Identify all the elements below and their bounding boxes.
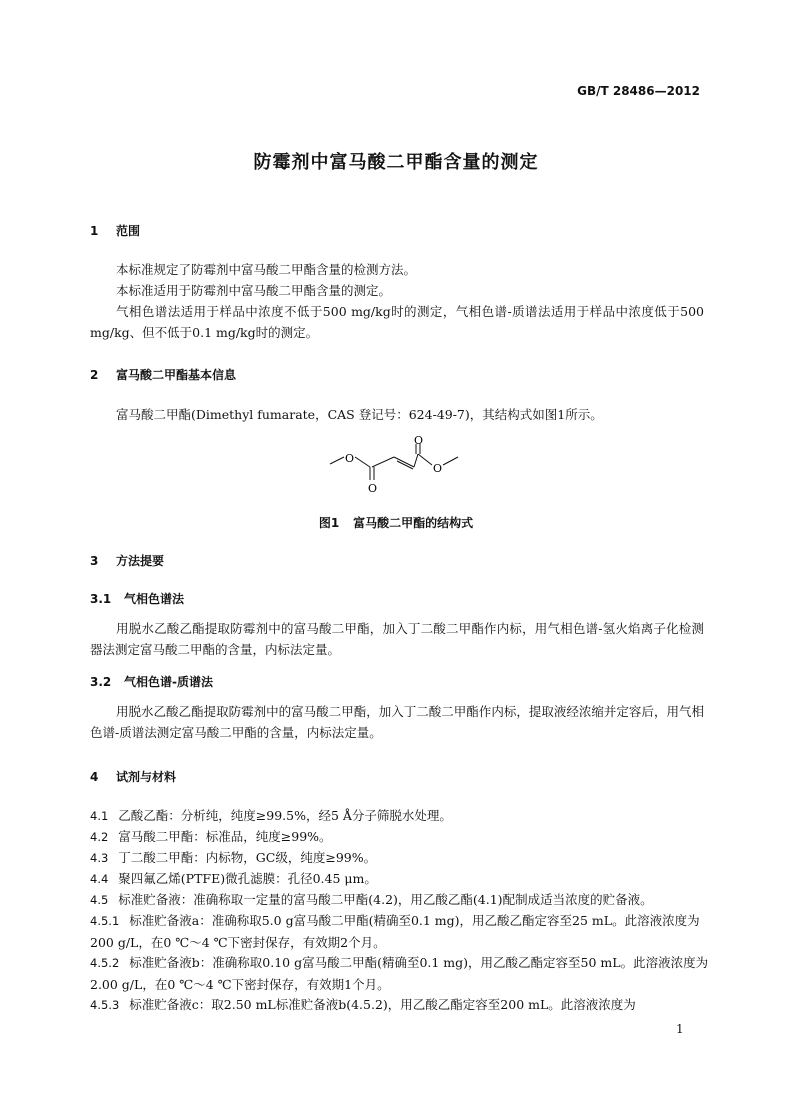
list-item [90, 994, 710, 1016]
section-heading-method-summary [90, 552, 164, 569]
section-number: 4 [90, 770, 99, 784]
subsection-title: 气相色谱-质谱法 [124, 675, 213, 689]
list-item [90, 868, 710, 890]
atom-label: O [433, 462, 443, 475]
subsection-heading-gcms [90, 673, 213, 690]
item-text: 乙酸乙酯：分析纯，纯度≥99.5%，经5 Å分子筛脱水处理。 [118, 808, 452, 823]
section-heading-basic-info [90, 366, 236, 383]
atom-label: O [414, 434, 424, 447]
page-number: 1 [676, 1022, 684, 1036]
list-item [90, 952, 710, 995]
section-heading-scope [90, 222, 140, 239]
paragraph: 本标准适用于防霉剂中富马酸二甲酯含量的测定。 [116, 283, 392, 298]
item-number: 4.5.1 [90, 914, 120, 928]
item-text: 富马酸二甲酯：标准品，纯度≥99%。 [118, 829, 332, 844]
list-item [90, 826, 710, 848]
item-number: 4.1 [90, 809, 109, 823]
subsection-heading-gc [90, 590, 184, 607]
section-number: 1 [90, 224, 99, 238]
subsection-number: 3.2 [90, 675, 112, 689]
section-title: 富马酸二甲酯基本信息 [116, 368, 237, 382]
paragraph: 用脱水乙酸乙酯提取防霉剂中的富马酸二甲酯，加入丁二酸二甲酯作内标，提取液经浓缩并定容后，用气相色谱-质谱法测定富马酸二甲酯的含量，内标法定量。 [90, 704, 704, 740]
section-number: 3 [90, 554, 99, 568]
paragraph: 富马酸二甲酯(Dimethyl fumarate，CAS 登记号：624-49-7)，其结构式如图1所示。 [116, 407, 603, 422]
paragraph: 用脱水乙酸乙酯提取防霉剂中的富马酸二甲酯，加入丁二酸二甲酯作内标，用气相色谱-氢火焰离子化检测器法测定富马酸二甲酯的含量，内标法定量。 [90, 621, 704, 657]
figure-number: 图1 [318, 516, 340, 530]
section-title: 试剂与材料 [116, 770, 177, 784]
item-text: 标准贮备液c：取2.50 mL标准贮备液b(4.5.2)，用乙酸乙酯定容至200 mL。此溶液浓度为 [129, 997, 636, 1012]
item-number: 4.2 [90, 830, 109, 844]
item-text: 标准贮备液b：准确称取0.10 g富马酸二甲酯(精确至0.1 mg)，用乙酸乙酯定容至50 mL。此溶液浓度为2.00 g/L，在0 ℃～4 ℃下密封保存，有效期1个月。 [90, 955, 709, 992]
paragraph: 气相色谱法适用于样品中浓度不低于500 mg/kg时的测定，气相色谱-质谱法适用于样品中浓度低于500 mg/kg、但不低于0.1 mg/kg时的测定。 [90, 304, 704, 340]
list-item [90, 847, 710, 869]
atom-label: O [345, 452, 355, 465]
figure-caption [0, 514, 792, 531]
atom-label: O [368, 482, 378, 495]
item-text: 标准贮备液a：准确称取5.0 g富马酸二甲酯(精确至0.1 mg)，用乙酸乙酯定容至25 mL。此溶液浓度为200 g/L，在0 ℃～4 ℃下密封保存，有效期2个月。 [90, 913, 700, 950]
item-text: 丁二酸二甲酯：内标物，GC级，纯度≥99%。 [118, 850, 377, 865]
document-title: 防霉剂中富马酸二甲酯含量的测定 [253, 152, 539, 173]
standard-number: GB/T 28486—2012 [577, 84, 700, 98]
item-number: 4.5 [90, 893, 109, 907]
item-number: 4.5.2 [90, 956, 120, 970]
figure-caption-text: 富马酸二甲酯的结构式 [353, 516, 474, 530]
section-number: 2 [90, 368, 99, 382]
item-number: 4.4 [90, 872, 109, 886]
item-text: 聚四氟乙烯(PTFE)微孔滤膜：孔径0.45 μm。 [118, 871, 377, 886]
dimethyl-fumarate-structure [328, 432, 468, 498]
list-item [90, 889, 710, 911]
item-number: 4.5.3 [90, 998, 120, 1012]
section-title: 方法提要 [116, 554, 165, 568]
section-title: 范围 [116, 224, 141, 238]
subsection-number: 3.1 [90, 592, 112, 606]
item-text: 标准贮备液：准确称取一定量的富马酸二甲酯(4.2)，用乙酸乙酯(4.1)配制成适当浓度的贮备液。 [118, 892, 653, 907]
subsection-title: 气相色谱法 [124, 592, 185, 606]
section-heading-reagents [90, 768, 176, 785]
list-item [90, 910, 710, 953]
list-item [90, 805, 710, 827]
paragraph: 本标准规定了防霉剂中富马酸二甲酯含量的检测方法。 [116, 262, 417, 277]
item-number: 4.3 [90, 851, 109, 865]
